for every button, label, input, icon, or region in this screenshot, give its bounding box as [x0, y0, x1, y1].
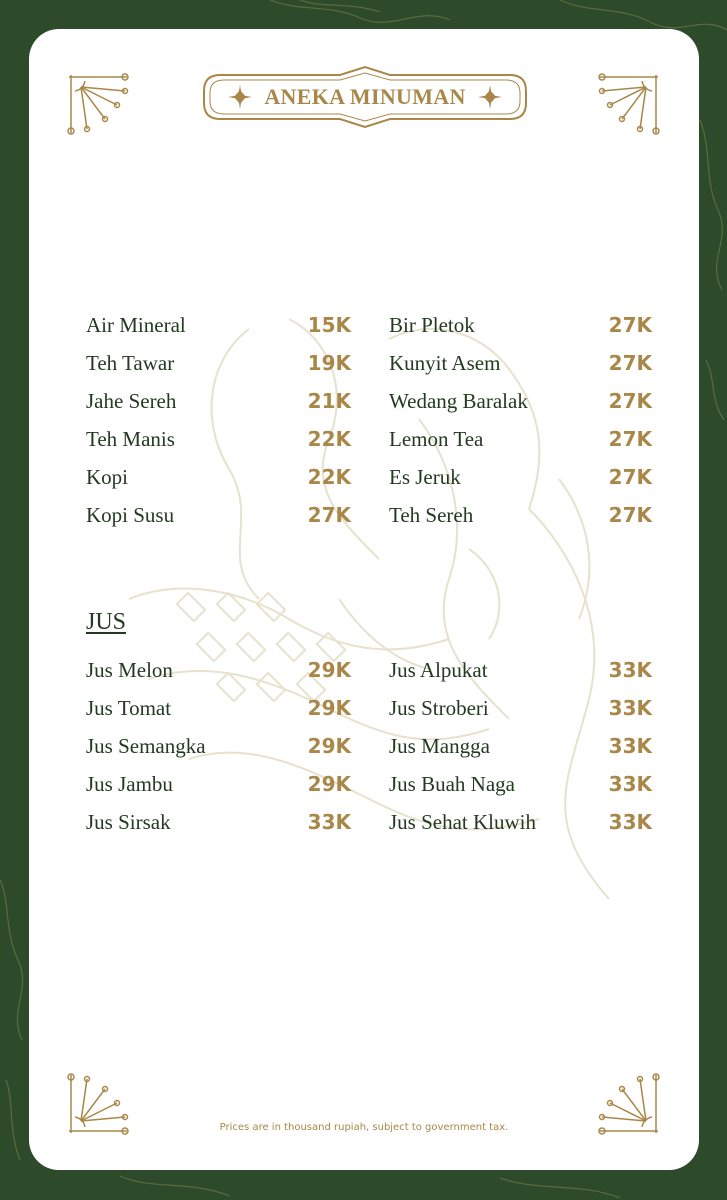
- menu-item: [389, 806, 652, 844]
- menu-item: [86, 461, 351, 499]
- sunburst-corner-icon: [65, 71, 131, 137]
- item-name: Bir Pletok: [389, 313, 475, 337]
- item-name: Jus Sirsak: [86, 810, 171, 834]
- item-price: 29K: [307, 734, 351, 758]
- item-name: Jus Sehat Kluwih: [389, 810, 536, 834]
- menu-item: [389, 692, 652, 730]
- item-name: Teh Tawar: [86, 351, 175, 375]
- menu-item: [389, 461, 652, 499]
- item-name: Jus Stroberi: [389, 696, 489, 720]
- menu-item: [389, 385, 652, 423]
- item-price: 33K: [608, 772, 652, 796]
- item-price: 27K: [608, 313, 652, 337]
- item-price: 33K: [608, 734, 652, 758]
- menu-item: [86, 347, 351, 385]
- menu-item: [389, 654, 652, 692]
- item-name: Kopi: [86, 465, 128, 489]
- jus-list-right: [389, 654, 652, 844]
- item-name: Kunyit Asem: [389, 351, 501, 375]
- item-price: 33K: [608, 658, 652, 682]
- item-name: Teh Sereh: [389, 503, 474, 527]
- menu-item: [86, 309, 351, 347]
- menu-item: [389, 768, 652, 806]
- menu-item: [389, 499, 652, 537]
- title-banner: [200, 65, 530, 129]
- menu-item: [389, 423, 652, 461]
- menu-item: [86, 692, 351, 730]
- menu-item: [389, 309, 652, 347]
- menu-item: [86, 768, 351, 806]
- item-name: Jus Alpukat: [389, 658, 488, 682]
- item-price: 27K: [608, 503, 652, 527]
- item-name: Es Jeruk: [389, 465, 461, 489]
- menu-item: [86, 499, 351, 537]
- item-price: 29K: [307, 658, 351, 682]
- item-name: Jus Melon: [86, 658, 173, 682]
- item-name: Jus Buah Naga: [389, 772, 515, 796]
- item-price: 27K: [608, 465, 652, 489]
- item-price: 22K: [307, 465, 351, 489]
- item-price: 15K: [307, 313, 351, 337]
- item-name: Teh Manis: [86, 427, 175, 451]
- section-title-jus: JUS: [86, 609, 127, 635]
- menu-item: [86, 806, 351, 844]
- item-price: 33K: [608, 810, 652, 834]
- corner-ornament-top-left: [65, 71, 131, 137]
- item-price: 21K: [307, 389, 351, 413]
- item-price: 22K: [307, 427, 351, 451]
- item-price: 27K: [307, 503, 351, 527]
- item-price: 27K: [608, 427, 652, 451]
- item-name: Jus Semangka: [86, 734, 206, 758]
- sunburst-corner-icon: [596, 71, 662, 137]
- item-name: Wedang Baralak: [389, 389, 528, 413]
- jus-list-left: [86, 654, 351, 844]
- menu-item: [86, 385, 351, 423]
- menu-item: [86, 730, 351, 768]
- menu-item: [389, 730, 652, 768]
- menu-item: [389, 347, 652, 385]
- drinks-list-left: [86, 309, 351, 537]
- menu-item: [86, 423, 351, 461]
- item-name: Lemon Tea: [389, 427, 484, 451]
- menu-card: [29, 29, 699, 1170]
- item-name: Kopi Susu: [86, 503, 175, 527]
- page-title: ANEKA MINUMAN: [264, 84, 466, 109]
- item-name: Jus Jambu: [86, 772, 173, 796]
- item-name: Air Mineral: [86, 313, 186, 337]
- item-price: 19K: [307, 351, 351, 375]
- menu-item: [86, 654, 351, 692]
- item-price: 33K: [608, 696, 652, 720]
- item-name: Jahe Sereh: [86, 389, 177, 413]
- footer-note: Prices are in thousand rupiah, subject to government tax.: [219, 1122, 509, 1133]
- corner-ornament-top-right: [596, 71, 662, 137]
- item-price: 29K: [307, 696, 351, 720]
- item-price: 27K: [608, 389, 652, 413]
- item-price: 27K: [608, 351, 652, 375]
- item-price: 29K: [307, 772, 351, 796]
- item-name: Jus Tomat: [86, 696, 172, 720]
- drinks-list-right: [389, 309, 652, 537]
- item-name: Jus Mangga: [389, 734, 490, 758]
- item-price: 33K: [307, 810, 351, 834]
